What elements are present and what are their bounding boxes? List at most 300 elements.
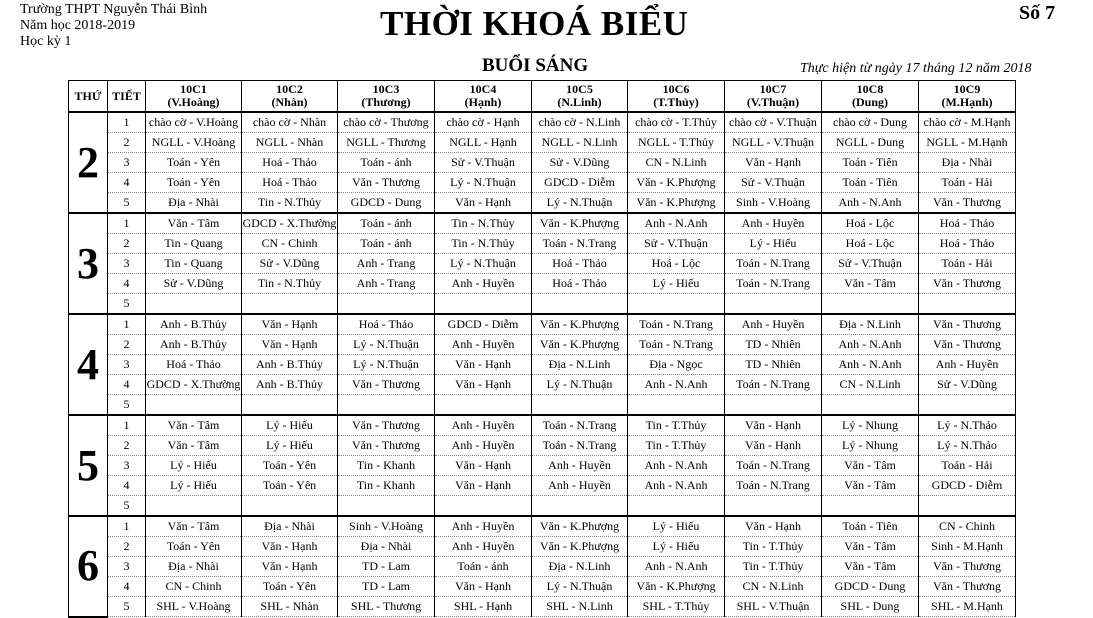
lesson-cell xyxy=(435,395,532,416)
table-row xyxy=(69,557,1016,577)
lesson-cell: Lý - Hiếu xyxy=(146,456,242,476)
lesson-cell: Anh - Huyền xyxy=(435,274,532,294)
lesson-cell: Văn - Thương xyxy=(919,274,1016,294)
lesson-cell: Sử - V.Dũng xyxy=(242,254,338,274)
lesson-cell: Địa - Nhài xyxy=(146,557,242,577)
lesson-cell xyxy=(919,395,1016,416)
lesson-cell: Văn - Tâm xyxy=(822,456,919,476)
lesson-cell: Anh - N.Anh xyxy=(628,557,725,577)
lesson-cell: Văn - K.Phượng xyxy=(628,193,725,214)
lesson-cell: GDCD - Diễm xyxy=(532,173,628,193)
lesson-cell: Lý - Hiếu xyxy=(242,436,338,456)
lesson-cell: Anh - N.Anh xyxy=(822,355,919,375)
lesson-cell: Hoá - Thảo xyxy=(242,153,338,173)
lesson-cell xyxy=(822,496,919,517)
lesson-cell: Anh - B.Thủy xyxy=(242,375,338,395)
period-number: 4 xyxy=(108,375,146,395)
lesson-cell: Toán - N.Trang xyxy=(725,476,822,496)
lesson-cell: Sử - V.Thuận xyxy=(822,254,919,274)
lesson-cell xyxy=(822,395,919,416)
lesson-cell: Toán - Yên xyxy=(242,577,338,597)
homeroom-teacher: (Thương) xyxy=(361,95,411,109)
lesson-cell: Anh - N.Anh xyxy=(628,375,725,395)
lesson-cell xyxy=(725,395,822,416)
lesson-cell: Lý - Hiếu xyxy=(628,537,725,557)
lesson-cell: Văn - Tâm xyxy=(822,537,919,557)
lesson-cell: Địa - Ngọc xyxy=(628,355,725,375)
lesson-cell: Toán - ánh xyxy=(338,213,435,234)
homeroom-teacher: (V.Thuận) xyxy=(746,95,800,109)
effective-date: Thực hiện từ ngày 17 tháng 12 năm 2018 xyxy=(800,61,1032,76)
table-row xyxy=(69,456,1016,476)
lesson-cell: Toán - Yên xyxy=(242,476,338,496)
lesson-cell: Văn - Tâm xyxy=(146,516,242,537)
lesson-cell: Hoá - Thảo xyxy=(338,314,435,335)
lesson-cell: Sinh - V.Hoàng xyxy=(338,516,435,537)
day-number: 3 xyxy=(69,213,108,314)
lesson-cell: Tin - Khanh xyxy=(338,476,435,496)
lesson-cell: Anh - B.Thủy xyxy=(146,335,242,355)
lesson-cell: Địa - Nhài xyxy=(919,153,1016,173)
lesson-cell: Văn - Thương xyxy=(919,557,1016,577)
lesson-cell: chào cờ - Dung xyxy=(822,112,919,133)
class-code: 10C2 xyxy=(276,82,303,96)
lesson-cell: Anh - B.Thủy xyxy=(242,355,338,375)
table-row xyxy=(69,395,1016,416)
lesson-cell: CN - Chinh xyxy=(919,516,1016,537)
lesson-cell: Tin - T.Thủy xyxy=(628,436,725,456)
lesson-cell: Toán - Tiên xyxy=(822,516,919,537)
lesson-cell: Văn - K.Phượng xyxy=(532,213,628,234)
lesson-cell: Toán - Tiên xyxy=(822,153,919,173)
lesson-cell: Sinh - V.Hoàng xyxy=(725,193,822,214)
day-number: 2 xyxy=(69,112,108,213)
lesson-cell: GDCD - X.Thường xyxy=(146,375,242,395)
school-info xyxy=(20,2,207,50)
lesson-cell: Hoá - Lộc xyxy=(628,254,725,274)
period-number: 2 xyxy=(108,537,146,557)
lesson-cell: Sử - V.Dũng xyxy=(919,375,1016,395)
lesson-cell: Địa - Nhài xyxy=(242,516,338,537)
table-row xyxy=(69,294,1016,315)
lesson-cell: Hoá - Lộc xyxy=(822,234,919,254)
class-header xyxy=(919,81,1016,113)
lesson-cell: Anh - N.Anh xyxy=(628,476,725,496)
lesson-cell: Toán - N.Trang xyxy=(532,234,628,254)
period-number: 3 xyxy=(108,254,146,274)
lesson-cell: Văn - Thương xyxy=(919,193,1016,214)
lesson-cell: Tin - Quang xyxy=(146,234,242,254)
lesson-cell: Văn - Tâm xyxy=(146,436,242,456)
lesson-cell xyxy=(725,496,822,517)
lesson-cell xyxy=(822,294,919,315)
lesson-cell: Lý - Hiếu xyxy=(725,234,822,254)
lesson-cell: Địa - N.Linh xyxy=(532,355,628,375)
lesson-cell: CN - N.Linh xyxy=(822,375,919,395)
lesson-cell: Địa - N.Linh xyxy=(532,557,628,577)
lesson-cell: CN - N.Linh xyxy=(725,577,822,597)
lesson-cell xyxy=(532,395,628,416)
period-number: 4 xyxy=(108,577,146,597)
table-row xyxy=(69,213,1016,234)
lesson-cell: Toán - Hải xyxy=(919,254,1016,274)
lesson-cell: Văn - Thương xyxy=(919,577,1016,597)
period-number: 2 xyxy=(108,234,146,254)
lesson-cell: Văn - Hạnh xyxy=(435,577,532,597)
lesson-cell: Anh - N.Anh xyxy=(628,213,725,234)
day-number: 4 xyxy=(69,314,108,415)
lesson-cell: chào cờ - M.Hạnh xyxy=(919,112,1016,133)
lesson-cell xyxy=(532,496,628,517)
lesson-cell: chào cờ - Nhàn xyxy=(242,112,338,133)
class-code: 10C7 xyxy=(759,82,787,96)
lesson-cell: Văn - Hạnh xyxy=(725,516,822,537)
lesson-cell: SHL - Hạnh xyxy=(435,597,532,617)
table-row xyxy=(69,274,1016,294)
table-row xyxy=(69,112,1016,133)
lesson-cell: Lý - N.Thuận xyxy=(435,173,532,193)
lesson-cell: Văn - Hạnh xyxy=(242,557,338,577)
lesson-cell: Toán - N.Trang xyxy=(725,375,822,395)
class-header xyxy=(146,81,242,113)
table-row xyxy=(69,577,1016,597)
period-number: 2 xyxy=(108,133,146,153)
period-number: 4 xyxy=(108,173,146,193)
lesson-cell: Toán - N.Trang xyxy=(628,335,725,355)
lesson-cell: Văn - K.Phượng xyxy=(532,335,628,355)
lesson-cell: Văn - Tâm xyxy=(822,274,919,294)
lesson-cell xyxy=(628,395,725,416)
lesson-cell: Toán - Yên xyxy=(242,456,338,476)
lesson-cell: NGLL - V.Thuận xyxy=(725,133,822,153)
lesson-cell xyxy=(532,294,628,315)
lesson-cell: Văn - Thương xyxy=(919,335,1016,355)
lesson-cell: Lý - N.Thuận xyxy=(532,193,628,214)
homeroom-teacher: (Hạnh) xyxy=(464,95,502,109)
lesson-cell: Tin - T.Thủy xyxy=(725,537,822,557)
class-code: 10C5 xyxy=(566,82,593,96)
lesson-cell: NGLL - N.Linh xyxy=(532,133,628,153)
period-number: 3 xyxy=(108,355,146,375)
table-row xyxy=(69,314,1016,335)
lesson-cell: Lý - N.Thảo xyxy=(919,436,1016,456)
lesson-cell: Địa - N.Linh xyxy=(822,314,919,335)
lesson-cell: Lý - N.Thuận xyxy=(532,375,628,395)
lesson-cell: Toán - ánh xyxy=(435,557,532,577)
lesson-cell: Lý - N.Thuận xyxy=(338,335,435,355)
lesson-cell: Văn - Thương xyxy=(338,415,435,436)
period-number: 3 xyxy=(108,153,146,173)
class-code: 10C6 xyxy=(662,82,690,96)
school-name: Trường THPT Nguyễn Thái Bình xyxy=(20,2,208,17)
lesson-cell: Văn - Thương xyxy=(338,436,435,456)
homeroom-teacher: (M.Hạnh) xyxy=(941,95,993,109)
class-header xyxy=(822,81,919,113)
lesson-cell: TD - Nhiên xyxy=(725,355,822,375)
lesson-cell: Lý - N.Thuận xyxy=(338,355,435,375)
lesson-cell: NGLL - Dung xyxy=(822,133,919,153)
lesson-cell: Lý - Hiếu xyxy=(242,415,338,436)
lesson-cell: chào cờ - V.Thuận xyxy=(725,112,822,133)
lesson-cell: Văn - Hạnh xyxy=(725,153,822,173)
lesson-cell: Văn - K.Phượng xyxy=(532,516,628,537)
lesson-cell: Văn - Tâm xyxy=(146,213,242,234)
lesson-cell: Văn - Thương xyxy=(338,173,435,193)
lesson-cell: Văn - Hạnh xyxy=(435,476,532,496)
lesson-cell: Lý - N.Thuận xyxy=(435,254,532,274)
lesson-cell: chào cờ - T.Thủy xyxy=(628,112,725,133)
lesson-cell: Văn - Hạnh xyxy=(242,537,338,557)
lesson-cell: Toán - N.Trang xyxy=(532,415,628,436)
table-row xyxy=(69,193,1016,214)
lesson-cell: Anh - Huyền xyxy=(532,476,628,496)
lesson-cell: Toán - Yên xyxy=(146,173,242,193)
lesson-cell: Hoá - Thảo xyxy=(242,173,338,193)
lesson-cell: Văn - Hạnh xyxy=(435,193,532,214)
lesson-cell xyxy=(242,395,338,416)
lesson-cell: Lý - Nhung xyxy=(822,415,919,436)
lesson-cell: GDCD - Dung xyxy=(822,577,919,597)
lesson-cell: Anh - Huyền xyxy=(725,314,822,335)
period-number: 1 xyxy=(108,314,146,335)
lesson-cell: Địa - Nhài xyxy=(146,193,242,214)
class-header xyxy=(628,81,725,113)
lesson-cell: Văn - Hạnh xyxy=(435,456,532,476)
lesson-cell: Văn - Thương xyxy=(919,314,1016,335)
period-number: 5 xyxy=(108,294,146,315)
lesson-cell: Văn - Tâm xyxy=(822,557,919,577)
lesson-cell: Hoá - Thảo xyxy=(919,213,1016,234)
class-header xyxy=(338,81,435,113)
lesson-cell: Anh - B.Thủy xyxy=(146,314,242,335)
table-row xyxy=(69,537,1016,557)
lesson-cell xyxy=(146,294,242,315)
lesson-cell: Văn - Tâm xyxy=(822,476,919,496)
period-number: 3 xyxy=(108,456,146,476)
lesson-cell: SHL - Thương xyxy=(338,597,435,617)
lesson-cell: Tin - Quang xyxy=(146,254,242,274)
period-number: 4 xyxy=(108,476,146,496)
lesson-cell xyxy=(242,294,338,315)
lesson-cell: Anh - Huyền xyxy=(435,537,532,557)
lesson-cell: SHL - T.Thủy xyxy=(628,597,725,617)
header-row xyxy=(69,81,1016,113)
period-number: 4 xyxy=(108,274,146,294)
day-number: 6 xyxy=(69,516,108,617)
lesson-cell: Sử - V.Thuận xyxy=(435,153,532,173)
lesson-cell: Sử - V.Thuận xyxy=(628,234,725,254)
lesson-cell: TD - Lam xyxy=(338,577,435,597)
lesson-cell: chào cờ - Hạnh xyxy=(435,112,532,133)
lesson-cell: SHL - M.Hạnh xyxy=(919,597,1016,617)
lesson-cell: GDCD - Diễm xyxy=(919,476,1016,496)
homeroom-teacher: (V.Hoàng) xyxy=(167,95,220,109)
table-row xyxy=(69,496,1016,517)
lesson-cell: GDCD - Dung xyxy=(338,193,435,214)
period-number: 1 xyxy=(108,213,146,234)
lesson-cell: Toán - Tiên xyxy=(822,173,919,193)
period-number: 1 xyxy=(108,415,146,436)
lesson-cell: Tin - T.Thủy xyxy=(628,415,725,436)
lesson-cell: Tin - N.Thủy xyxy=(242,274,338,294)
period-number: 1 xyxy=(108,516,146,537)
lesson-cell: chào cờ - Thương xyxy=(338,112,435,133)
lesson-cell: Sinh - M.Hạnh xyxy=(919,537,1016,557)
lesson-cell xyxy=(435,496,532,517)
lesson-cell: Văn - Thương xyxy=(338,375,435,395)
semester: Học kỳ 1 xyxy=(20,34,72,49)
lesson-cell: Toán - N.Trang xyxy=(725,254,822,274)
table-row xyxy=(69,234,1016,254)
lesson-cell: Anh - Huyền xyxy=(435,335,532,355)
lesson-cell: chào cờ - V.Hoàng xyxy=(146,112,242,133)
lesson-cell: SHL - V.Hoàng xyxy=(146,597,242,617)
lesson-cell: Hoá - Thảo xyxy=(146,355,242,375)
homeroom-teacher: (N.Linh) xyxy=(557,95,602,109)
lesson-cell: Anh - Huyền xyxy=(532,456,628,476)
timetable-body xyxy=(69,112,1016,617)
lesson-cell: Văn - Hạnh xyxy=(725,415,822,436)
lesson-cell: Tin - T.Thủy xyxy=(725,557,822,577)
lesson-cell: Sử - V.Dũng xyxy=(146,274,242,294)
lesson-cell xyxy=(919,496,1016,517)
class-header xyxy=(532,81,628,113)
class-code: 10C4 xyxy=(469,82,497,96)
lesson-cell: Anh - Huyền xyxy=(435,436,532,456)
lesson-cell: Hoá - Thảo xyxy=(919,234,1016,254)
table-row xyxy=(69,335,1016,355)
period-number: 1 xyxy=(108,112,146,133)
lesson-cell: NGLL - M.Hạnh xyxy=(919,133,1016,153)
lesson-cell: Toán - Hải xyxy=(919,173,1016,193)
lesson-cell xyxy=(628,294,725,315)
period-number: 3 xyxy=(108,557,146,577)
lesson-cell: Hoá - Lộc xyxy=(822,213,919,234)
lesson-cell: Anh - Huyền xyxy=(435,516,532,537)
lesson-cell xyxy=(146,395,242,416)
day-number: 5 xyxy=(69,415,108,516)
lesson-cell: Anh - N.Anh xyxy=(822,335,919,355)
class-code: 10C3 xyxy=(372,82,400,96)
homeroom-teacher: (Dung) xyxy=(851,95,888,109)
lesson-cell: Lý - Hiếu xyxy=(146,476,242,496)
lesson-cell: Anh - Huyền xyxy=(919,355,1016,375)
table-row xyxy=(69,254,1016,274)
lesson-cell: Anh - N.Anh xyxy=(822,193,919,214)
lesson-cell: Lý - Nhung xyxy=(822,436,919,456)
table-row xyxy=(69,173,1016,193)
lesson-cell: Sử - V.Thuận xyxy=(725,173,822,193)
table-row xyxy=(69,355,1016,375)
lesson-cell: Hoá - Thảo xyxy=(532,254,628,274)
lesson-cell: Toán - N.Trang xyxy=(725,274,822,294)
lesson-cell: Văn - Hạnh xyxy=(435,355,532,375)
lesson-cell: SHL - Nhàn xyxy=(242,597,338,617)
lesson-cell: NGLL - Thương xyxy=(338,133,435,153)
period-number: 5 xyxy=(108,193,146,214)
table-row xyxy=(69,153,1016,173)
lesson-cell: NGLL - Hạnh xyxy=(435,133,532,153)
lesson-cell xyxy=(919,294,1016,315)
class-code: 10C8 xyxy=(856,82,884,96)
lesson-cell: Anh - Trang xyxy=(338,254,435,274)
lesson-cell: CN - Chinh xyxy=(242,234,338,254)
period-number: 2 xyxy=(108,335,146,355)
day-header: THỨ xyxy=(69,81,108,113)
class-code: 10C9 xyxy=(953,82,981,96)
lesson-cell: Toán - N.Trang xyxy=(725,456,822,476)
lesson-cell: NGLL - T.Thủy xyxy=(628,133,725,153)
lesson-cell: Toán - ánh xyxy=(338,234,435,254)
lesson-cell: SHL - N.Linh xyxy=(532,597,628,617)
lesson-cell: Anh - Trang xyxy=(338,274,435,294)
lesson-cell xyxy=(338,294,435,315)
lesson-cell: CN - Chinh xyxy=(146,577,242,597)
lesson-cell: Văn - Tâm xyxy=(146,415,242,436)
lesson-cell xyxy=(435,294,532,315)
table-row xyxy=(69,375,1016,395)
lesson-cell xyxy=(242,496,338,517)
lesson-cell: Sử - V.Dũng xyxy=(532,153,628,173)
lesson-cell: Lý - Hiếu xyxy=(628,274,725,294)
lesson-cell xyxy=(725,294,822,315)
lesson-cell: Toán - N.Trang xyxy=(532,436,628,456)
class-code: 10C1 xyxy=(180,82,207,96)
lesson-cell: Toán - Hải xyxy=(919,456,1016,476)
school-year: Năm học 2018-2019 xyxy=(20,18,136,33)
lesson-cell: Lý - Hiếu xyxy=(628,516,725,537)
lesson-cell xyxy=(146,496,242,517)
class-header xyxy=(242,81,338,113)
lesson-cell: Văn - Hạnh xyxy=(242,335,338,355)
page-title: THỜI KHOÁ BIỂU xyxy=(380,4,689,43)
lesson-cell: Văn - K.Phượng xyxy=(532,314,628,335)
table-row xyxy=(69,436,1016,456)
lesson-cell: NGLL - V.Hoàng xyxy=(146,133,242,153)
lesson-cell: Tin - N.Thủy xyxy=(435,234,532,254)
lesson-cell xyxy=(628,496,725,517)
document-number: Số 7 xyxy=(1019,2,1056,24)
lesson-cell: Anh - Huyền xyxy=(725,213,822,234)
homeroom-teacher: (Nhàn) xyxy=(271,95,308,109)
lesson-cell: Văn - K.Phượng xyxy=(628,173,725,193)
table-row xyxy=(69,476,1016,496)
lesson-cell: TD - Nhiên xyxy=(725,335,822,355)
lesson-cell: Lý - N.Thuận xyxy=(532,577,628,597)
lesson-cell: Văn - Hạnh xyxy=(435,375,532,395)
lesson-cell: Văn - Hạnh xyxy=(242,314,338,335)
table-row xyxy=(69,415,1016,436)
lesson-cell: Văn - K.Phượng xyxy=(532,537,628,557)
homeroom-teacher: (T.Thủy) xyxy=(653,95,699,109)
lesson-cell: NGLL - Nhàn xyxy=(242,133,338,153)
lesson-cell: Anh - N.Anh xyxy=(628,456,725,476)
lesson-cell: Hoá - Thảo xyxy=(532,274,628,294)
lesson-cell: GDCD - X.Thường xyxy=(242,213,338,234)
period-number: 2 xyxy=(108,436,146,456)
lesson-cell: SHL - Dung xyxy=(822,597,919,617)
lesson-cell: CN - N.Linh xyxy=(628,153,725,173)
period-header: TIẾT xyxy=(108,81,146,113)
lesson-cell: SHL - V.Thuận xyxy=(725,597,822,617)
lesson-cell: Tin - N.Thủy xyxy=(242,193,338,214)
lesson-cell: Toán - N.Trang xyxy=(628,314,725,335)
class-header xyxy=(725,81,822,113)
lesson-cell: Lý - N.Thảo xyxy=(919,415,1016,436)
lesson-cell xyxy=(338,496,435,517)
lesson-cell: Văn - K.Phượng xyxy=(628,577,725,597)
session-title: BUỔI SÁNG xyxy=(482,55,589,76)
